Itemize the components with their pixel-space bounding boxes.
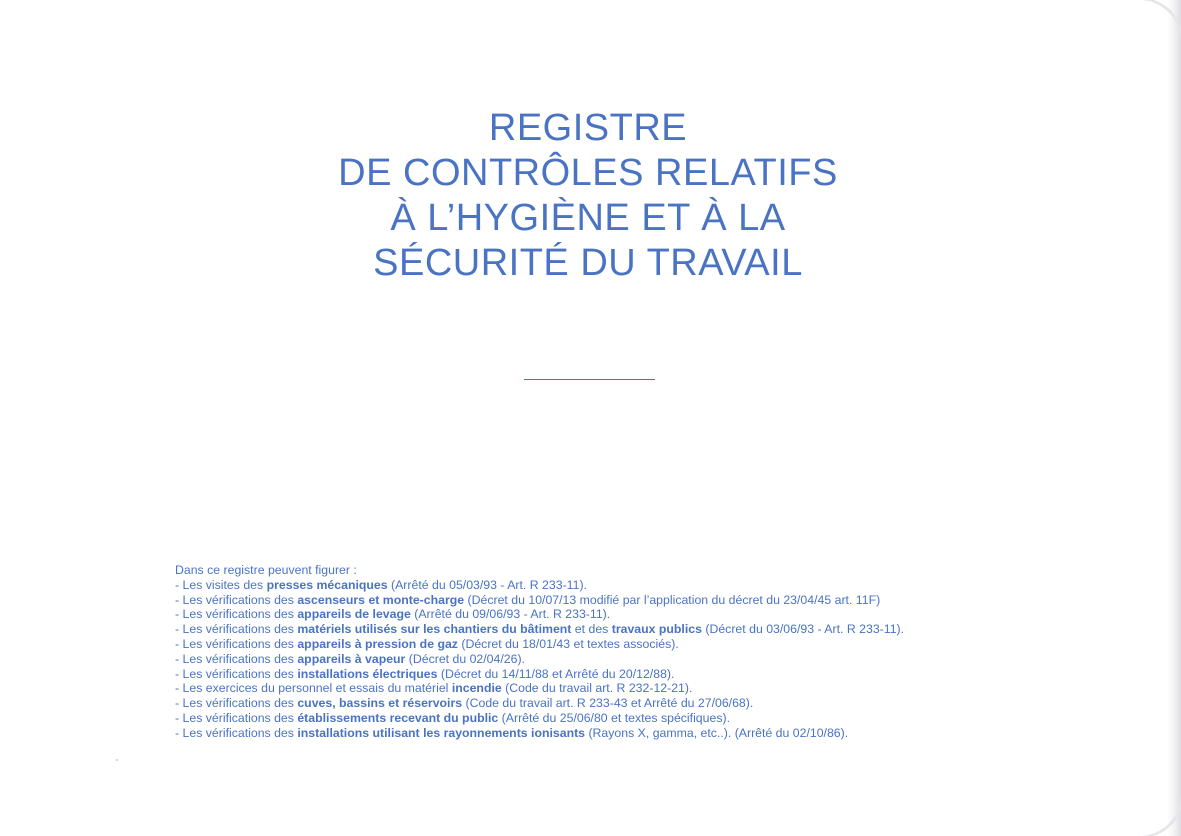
item-reference: (Code du travail art. R 232-12-21). (501, 681, 693, 696)
item-reference: (Décret du 03/06/93 - Art. R 233-11). (701, 622, 905, 637)
item-reference: (Arrêté du 05/03/93 - Art. R 233-11). (387, 577, 587, 592)
document-title (0, 106, 1176, 286)
list-item (175, 667, 1155, 682)
item-subject-secondary: travaux publics (611, 622, 702, 637)
item-prefix: - Les visites des (175, 577, 267, 592)
item-prefix: - Les vérifications des (175, 607, 298, 622)
list-item (175, 593, 1155, 608)
list-item (175, 711, 1155, 726)
item-subject: cuves, bassins et réservoirs (297, 696, 463, 711)
item-prefix: - Les vérifications des (175, 622, 298, 637)
list-item (175, 622, 1155, 637)
item-reference: (Décret du 10/07/13 modifié par l’application du décret du 23/04/45 art. 11F) (464, 592, 881, 607)
item-reference: (Arrêté du 25/06/80 et textes spécifiques). (498, 710, 730, 725)
item-subject: presses mécaniques (266, 577, 388, 592)
title-line: REGISTRE (488, 107, 688, 149)
item-reference: (Rayons X, gamma, etc..). (Arrêté du 02/10/86). (585, 725, 849, 740)
item-subject: établissements recevant du public (297, 710, 499, 725)
title-line: DE CONTRÔLES RELATIFS (338, 152, 838, 194)
list-item (175, 652, 1155, 667)
item-subject: installations électriques (297, 666, 438, 681)
title-line: SÉCURITÉ DU TRAVAIL (373, 242, 803, 284)
item-prefix: - Les exercices du personnel et essais du matériel (175, 681, 452, 696)
intro-text: Dans ce registre peuvent figurer : (175, 563, 357, 577)
item-prefix: - Les vérifications des (175, 592, 298, 607)
item-subject: appareils de levage (297, 607, 411, 622)
item-connector: et des (571, 622, 612, 637)
item-prefix: - Les vérifications des (175, 651, 298, 666)
scan-speck (116, 759, 118, 761)
item-subject: matériels utilisés sur les chantiers du bâtiment (297, 622, 572, 637)
item-prefix: - Les vérifications des (175, 636, 298, 651)
item-subject: ascenseurs et monte-charge (297, 592, 465, 607)
item-prefix: - Les vérifications des (175, 666, 298, 681)
item-reference: (Décret du 14/11/88 et Arrêté du 20/12/88). (437, 666, 675, 681)
title-divider (524, 379, 655, 380)
item-reference: (Décret du 02/04/26). (405, 651, 525, 666)
item-reference: (Arrêté du 09/06/93 - Art. R 233-11). (410, 607, 611, 622)
list-item (175, 578, 1155, 593)
item-reference: (Décret du 18/01/43 et textes associés). (457, 636, 679, 651)
list-item (175, 637, 1155, 652)
title-line: À L’HYGIÈNE ET À LA (390, 197, 786, 239)
list-item (175, 696, 1155, 711)
item-subject: appareils à vapeur (297, 651, 406, 666)
item-prefix: - Les vérifications des (175, 696, 298, 711)
item-prefix: - Les vérifications des (175, 725, 298, 740)
list-item (175, 681, 1155, 696)
item-subject: appareils à pression de gaz (297, 636, 458, 651)
item-subject: installations utilisant les rayonnements ionisants (297, 725, 586, 740)
register-contents (175, 563, 1155, 741)
item-prefix: - Les vérifications des (175, 710, 298, 725)
list-item (175, 607, 1155, 622)
item-reference: (Code du travail art. R 233-43 et Arrêté du 27/06/68). (462, 696, 754, 711)
list-item (175, 726, 1155, 741)
item-subject: incendie (451, 681, 502, 696)
